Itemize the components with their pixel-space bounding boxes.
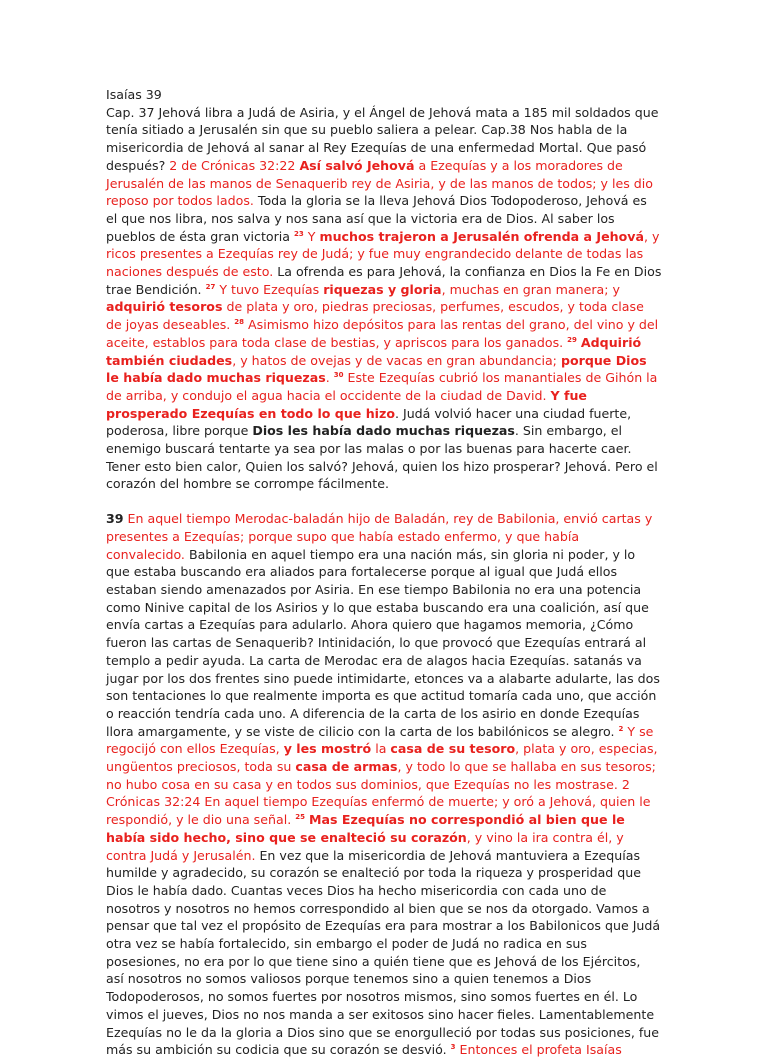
paragraph1-run-plain: . Judá volvió hacer una ciudad fuerte, poderosa, libre porque (106, 405, 632, 439)
paragraph1-run-red: de plata y oro, piedras preciosas, perfumes, escudos, y toda clase de joyas deseables. (106, 299, 644, 333)
document-page (106, 86, 662, 1059)
paragraph1-run-bold: Dios les había dado muchas riquezas (252, 423, 515, 439)
paragraph2-run-red: En aquel tiempo Merodac-baladán hijo de Baladán, rey de Babilonia, envió cartas y presentes a Ezequías; porque supo que había estado enfermo, y que había convalecido. (106, 511, 653, 562)
paragraph2-run-red: , plata y oro, especias, ungüentos preciosos, toda su (106, 741, 658, 775)
paragraph1-run-redbold: riquezas y gloria (323, 281, 442, 297)
paragraph1-run-red: . (325, 370, 334, 386)
paragraph1-run-plain: La ofrenda es para Jehová, la confianza en Dios la Fe en Dios trae Bendición. (106, 264, 662, 297)
paragraph1-run-red: Y (303, 228, 320, 244)
paragraph2-run-redbold: y les mostró (283, 741, 372, 757)
paragraph2-run-red: Y se regocijó con ellos Ezequías, (106, 723, 654, 757)
paragraph1-run-sup: 27 (205, 282, 216, 291)
paragraph1-run-red: Este Ezequías cubrió los manantiales de Gihón la de arriba, y condujo el agua hacia el occidente de la ciudad de David. (106, 370, 658, 403)
paragraph2-run-sup: 25 (295, 813, 305, 822)
paragraph1-run-plain: Toda la gloria se la lleva Jehová Dios Todopoderoso, Jehová es el que nos libra, nos salva y nos sana así que la victoria era de Dios. Al saber los pueblos de ésta gran victoria (106, 193, 647, 244)
paragraph2-run-plain: En vez que la misericordia de Jehová mantuviera a Ezequías humilde y agradecido, su corazón se enalteció por toda la riqueza y prosperidad que Dios le había dado. Cuantas veces Dios ha hecho misericordia con cada uno de nosotros y nosotros no hemos correspondido al bien que se nos da otorgado. Vamos a pensar que tal vez el propósito de Ezequías era para mostrar a los Babilonicos que Judá otra vez se había fortalecido, sin embargo el poder de Judá no radica en sus posesiones, no era por lo que tiene sino a quién tiene que es Jehová de los Ejércitos, así nosotros no somos valiosos porque tenemos sino a quien tenemos a Dios Todopoderosos, no somos fuertes por nosotros mismos, sino somos fuertes en él. Lo vimos el jueves, Dios no nos manda a ser exitosos sino hacer fieles. Lamentablemente Ezequías no le da la gloria a Dios sino que se enorgulleció por todas sus posiciones, fue más su ambición su codicia que su corazón se desvió. (106, 847, 661, 1058)
paragraph1-run-sup: 29 (567, 335, 577, 344)
paragraph2-run-red: la (371, 741, 391, 757)
paragraph1-run-red: , muchas en gran manera; y (441, 281, 620, 297)
paragraph2-run-bold: 39 (106, 511, 124, 527)
paragraph2-run-redbold: casa de su tesoro (390, 741, 516, 757)
paragraph-babylon-letters (106, 510, 662, 1059)
paragraph1-run-red: , y hatos de ovejas y de vacas en gran abundancia; (232, 352, 561, 368)
paragraph1-run-sup: 30 (333, 371, 344, 380)
paragraph1-run-red: Y tuvo Ezequías (215, 281, 324, 297)
paragraph2-run-plain: Babilonia en aquel tiempo era una nación más, sin gloria ni poder, y lo que estaba buscando era aliados para fortalecerse porque al igual que Judá ellos estaban siendo amenazados por Asiria. En ese tiempo Babilonia no era una potencia como Ninive capital de los Asirios y lo que estaba buscando era una coalición, así que envía cartas a Ezequías para adularlo. Ahora quiero que hagamos memoria, ¿Cómo fueron las cartas de Senaquerib? Intinidación, lo que provocó que Ezequías entrará al templo a pedir ayuda. La carta de Merodac era de alagos hacia Ezequías. satanás va jugar por los dos frentes sino puede intimidarte, etonces va a alabarte adularte, las dos son tentaciones lo que realmente importa es que actitud tomaría cada uno, que acción o reacción tendría cada uno. A diferencia de la carta de los asirio en donde Ezequías llora amargamente, y se viste de cilicio con la carta de los babilónicos se alegro. (106, 546, 660, 739)
paragraph1-run-red: Asimismo hizo depósitos para las rentas del grano, del vino y del aceite, establos para toda clase de bestias, y apriscos para los ganados. (106, 317, 659, 350)
paragraph2-run-redbold: Mas Ezequías no correspondió al bien que le había sido hecho, sino que se enalteció su corazón (106, 812, 625, 845)
paragraph1-run-red: , y ricos presentes a Ezequías rey de Judá; y fue muy engrandecido delante de todas las naciones después de esto. (106, 228, 660, 280)
paragraph1-run-sup: 23 (294, 229, 304, 238)
paragraph2-run-red: , y todo lo que se hallaba en sus tesoros; no hubo cosa en su casa y en todos sus dominios, que Ezequías no les mostrase. 2 Crónicas 32:24 En aquel tiempo Ezequías enfermó de muerte; y oró a Jehová, quien le respondió, y le dio una señal. (106, 759, 656, 828)
paragraph2-run-sup: 2 (618, 724, 624, 733)
paragraph2-run-red: , y vino la ira contra él, y contra Judá y Jerusalén. (106, 829, 624, 863)
paragraph1-run-redbold: porque Dios le había dado muchas riquezas (106, 352, 647, 386)
paragraph1-run-redbold: Adquirió también ciudades (106, 334, 642, 368)
paragraph1-run-redbold: Así salvó Jehová (299, 157, 415, 173)
paragraph1-run-sup: 28 (234, 318, 245, 327)
paragraph1-run-redbold: muchos trajeron a Jerusalén ofrenda a Jehová (319, 228, 644, 244)
paragraph2-run-redbold: casa de armas (295, 759, 398, 775)
paragraph1-run-plain: Isaías 39 (106, 87, 162, 102)
paragraph2-run-sup: 3 (450, 1043, 456, 1052)
paragraph1-run-redbold: adquirió tesoros (106, 299, 223, 315)
paragraph1-run-red: 2 de Crónicas 32:22 (169, 157, 300, 173)
paragraph1-run-plain: . Sin embargo, el enemigo buscará tentarte ya sea por las malas o por las buenas para hacerte caer. Tener esto bien calor, Quien los salvó? Jehová, quien los hizo prosperar? Jehová. Pero el corazón del hombre se corrompe fácilmente. (106, 423, 658, 492)
paragraph2-run-red: Entonces el profeta Isaías (455, 1042, 622, 1058)
paragraph1-run-plain: Cap. 37 Jehová libra a Judá de Asiria, y el Ángel de Jehová mata a 185 mil soldados que tenía sitiado a Jerusalén sin que su pueblo saliera a pelear. Cap.38 Nos habla de la misericordia de Jehová al sanar al Rey Ezequías de una enfermedad Mortal. Que pasó después? (106, 104, 659, 173)
paragraph-hezekiah-prosperity (106, 86, 662, 493)
paragraph1-run-redbold: Y fue prosperado Ezequías en todo lo que hizo (106, 387, 587, 421)
paragraph1-run-red: a Ezequías y a los moradores de Jerusalén de las manos de Senaquerib rey de Asiria, y de las manos de todos; y les dio reposo por todos lados. (106, 157, 653, 209)
